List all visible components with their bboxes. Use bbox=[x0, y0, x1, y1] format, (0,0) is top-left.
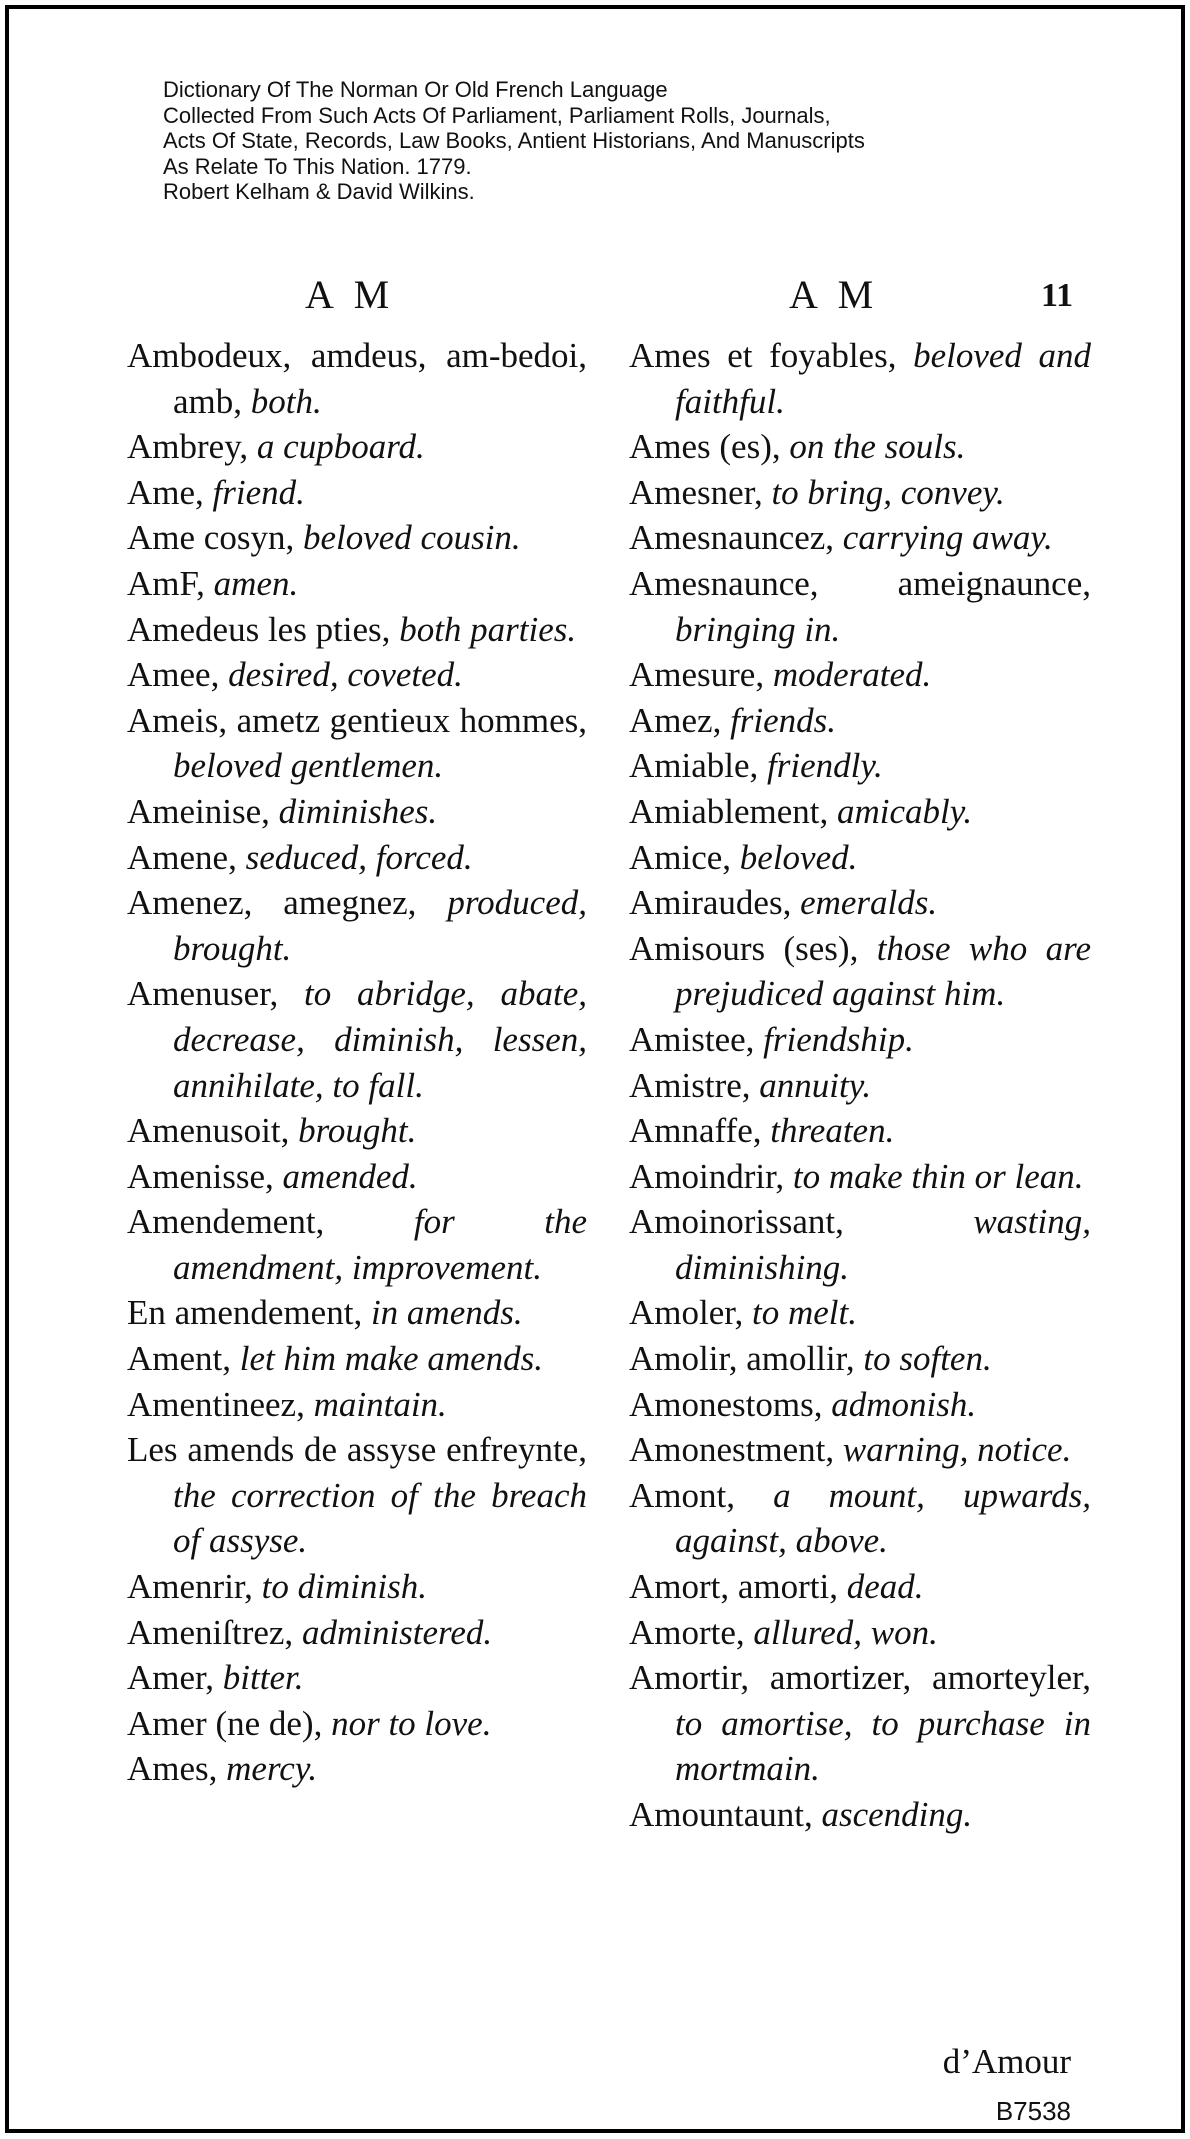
entry-headword: En amendement, bbox=[127, 1293, 363, 1333]
entry-headword: Amonestoms, bbox=[629, 1384, 823, 1424]
entry-headword: Amnaffe, bbox=[629, 1111, 762, 1151]
dictionary-entry bbox=[629, 424, 1091, 470]
entry-definition: dead. bbox=[846, 1567, 924, 1607]
entry-headword: Ames, bbox=[127, 1749, 218, 1789]
entry-headword: Amene, bbox=[127, 837, 237, 877]
entry-headword: Amisours (ses), bbox=[629, 928, 859, 968]
dictionary-entry bbox=[127, 1336, 587, 1382]
page-number: 11 bbox=[1041, 277, 1074, 314]
entry-headword: Amee, bbox=[127, 655, 220, 695]
dictionary-entry bbox=[629, 1382, 1091, 1428]
entry-definition: both parties. bbox=[399, 609, 577, 649]
dictionary-entry bbox=[127, 1199, 587, 1290]
entry-headword: Ames (es), bbox=[629, 427, 781, 467]
entry-definition: moderated. bbox=[772, 655, 932, 695]
entry-headword: Amer (ne de), bbox=[127, 1703, 323, 1743]
entry-headword: Ame, bbox=[127, 472, 204, 512]
right-column bbox=[629, 333, 1091, 1838]
entry-headword: Amez, bbox=[629, 700, 722, 740]
entry-definition: to melt. bbox=[752, 1293, 857, 1333]
dictionary-entry bbox=[127, 607, 587, 653]
entry-definition: friend. bbox=[212, 472, 305, 512]
entry-definition: a mount, upwards, against, above. bbox=[675, 1475, 1091, 1561]
dictionary-entry bbox=[127, 789, 587, 835]
entry-definition: administered. bbox=[301, 1612, 493, 1652]
entry-headword: Ambrey, bbox=[127, 427, 249, 467]
entry-definition: beloved gentlemen. bbox=[173, 746, 444, 786]
entry-definition: nor to love. bbox=[331, 1703, 492, 1743]
entry-definition: to abridge, abate, decrease, diminish, lessen, annihilate, to fall. bbox=[173, 974, 587, 1105]
entry-headword: Amiablement, bbox=[629, 791, 829, 831]
dictionary-entry bbox=[629, 1336, 1091, 1382]
entry-definition: brought. bbox=[298, 1111, 417, 1151]
entry-headword: Amenusoit, bbox=[127, 1111, 290, 1151]
dictionary-entry bbox=[629, 652, 1091, 698]
dictionary-entry bbox=[127, 1746, 587, 1792]
dictionary-entry bbox=[127, 1154, 587, 1200]
dictionary-entry bbox=[629, 1655, 1091, 1792]
dictionary-entry bbox=[629, 1610, 1091, 1656]
dictionary-entry bbox=[127, 333, 587, 424]
entry-definition: friendship. bbox=[763, 1019, 914, 1059]
entry-headword: Amice, bbox=[629, 837, 732, 877]
entry-headword: Amolir, amollir, bbox=[629, 1339, 855, 1379]
entry-headword: Amendement, bbox=[127, 1202, 325, 1242]
entry-headword: Amesner, bbox=[629, 472, 763, 512]
dictionary-entry bbox=[629, 1063, 1091, 1109]
dictionary-entry bbox=[127, 971, 587, 1108]
entry-definition: to diminish. bbox=[261, 1567, 427, 1607]
entry-headword: Amenrir, bbox=[127, 1567, 253, 1607]
entry-headword: Amenez, amegnez, bbox=[127, 883, 417, 923]
entry-headword: Amort, amorti, bbox=[629, 1567, 838, 1607]
entry-headword: Amesnauncez, bbox=[629, 518, 835, 558]
entry-headword: Amenuser, bbox=[127, 974, 279, 1014]
dictionary-entry bbox=[629, 333, 1091, 424]
header-line: Acts Of State, Records, Law Books, Antient Historians, And Manuscripts bbox=[163, 128, 865, 153]
entry-headword: Amesnaunce, ameignaunce, bbox=[629, 563, 1091, 603]
entry-definition: to amortise, to purchase in mortmain. bbox=[675, 1703, 1091, 1789]
entry-definition: to soften. bbox=[863, 1339, 992, 1379]
page-frame bbox=[5, 5, 1185, 2133]
entry-headword: Amountaunt, bbox=[629, 1795, 813, 1834]
entry-headword: Ameis, ametz gentieux hommes, bbox=[127, 700, 587, 740]
entry-definition: wasting, diminishing. bbox=[675, 1202, 1091, 1287]
dictionary-entry bbox=[629, 1290, 1091, 1336]
entry-definition: friends. bbox=[730, 700, 837, 740]
entry-definition: ascending. bbox=[821, 1795, 973, 1834]
dictionary-entry bbox=[629, 743, 1091, 789]
dictionary-entry bbox=[127, 1427, 587, 1564]
dictionary-entry bbox=[127, 880, 587, 971]
entry-definition: bringing in. bbox=[675, 609, 841, 649]
entry-headword: Ames et foyables, bbox=[629, 336, 897, 375]
entry-definition: the correction of the breach of assyse. bbox=[173, 1475, 587, 1561]
header-line: Robert Kelham & David Wilkins. bbox=[163, 179, 475, 204]
catalog-header bbox=[163, 77, 865, 205]
entry-headword: Amoindrir, bbox=[629, 1156, 785, 1196]
entry-headword: Amenisse, bbox=[127, 1156, 274, 1196]
entry-definition: in amends. bbox=[370, 1293, 523, 1333]
entry-headword: Amentineez, bbox=[127, 1384, 305, 1424]
entry-definition: those who are prejudiced against him. bbox=[675, 928, 1091, 1014]
entry-definition: beloved cousin. bbox=[302, 518, 521, 558]
entry-definition: annuity. bbox=[759, 1065, 872, 1105]
entry-definition: threaten. bbox=[770, 1111, 895, 1151]
dictionary-entry bbox=[127, 1108, 587, 1154]
dictionary-entry bbox=[629, 1473, 1091, 1564]
entry-headword: Amortir, amortizer, amorteyler, bbox=[629, 1658, 1091, 1698]
entry-headword: Ament, bbox=[127, 1339, 232, 1379]
dictionary-entry bbox=[127, 424, 587, 470]
dictionary-entry bbox=[127, 470, 587, 516]
dictionary-entry bbox=[127, 835, 587, 881]
dictionary-entry bbox=[629, 880, 1091, 926]
entry-definition: beloved and faithful. bbox=[675, 336, 1091, 421]
dictionary-entry bbox=[127, 652, 587, 698]
dictionary-entry bbox=[629, 1108, 1091, 1154]
entry-headword: Amiable, bbox=[629, 746, 759, 786]
dictionary-entry bbox=[629, 470, 1091, 516]
dictionary-entry bbox=[629, 789, 1091, 835]
entry-definition: diminishes. bbox=[278, 791, 438, 831]
left-column bbox=[127, 333, 587, 1792]
entry-definition: to bring, convey. bbox=[771, 472, 1005, 512]
entry-definition: admonish. bbox=[831, 1384, 977, 1424]
entry-headword: Ame cosyn, bbox=[127, 518, 295, 558]
dictionary-entry bbox=[127, 1610, 587, 1656]
dictionary-entry bbox=[127, 1701, 587, 1747]
running-head-left: A M bbox=[305, 272, 396, 317]
dictionary-entry bbox=[127, 1655, 587, 1701]
entry-definition: desired, coveted. bbox=[228, 655, 463, 695]
entry-headword: Amer, bbox=[127, 1658, 215, 1698]
running-head-right: A M bbox=[789, 272, 880, 317]
entry-definition: bitter. bbox=[222, 1658, 304, 1698]
entry-headword: Amedeus les pties, bbox=[127, 609, 391, 649]
dictionary-entry bbox=[629, 1427, 1091, 1473]
dictionary-entry bbox=[127, 515, 587, 561]
dictionary-entry bbox=[127, 1382, 587, 1428]
dictionary-entry bbox=[629, 561, 1091, 652]
header-line: Collected From Such Acts Of Parliament, Parliament Rolls, Journals, bbox=[163, 102, 831, 128]
entry-headword: Amoler, bbox=[629, 1293, 744, 1333]
entry-headword: Ameinise, bbox=[127, 791, 270, 831]
entry-headword: Amoinorissant, bbox=[629, 1202, 844, 1242]
entry-definition: warning, notice. bbox=[842, 1430, 1072, 1470]
entry-headword: Amorte, bbox=[629, 1612, 745, 1652]
entry-definition: to make thin or lean. bbox=[792, 1156, 1084, 1196]
entry-definition: a cupboard. bbox=[256, 427, 425, 467]
entry-definition: for the amendment, improvement. bbox=[173, 1202, 588, 1287]
entry-headword: Amistee, bbox=[629, 1019, 755, 1059]
entry-definition: both. bbox=[250, 381, 322, 421]
entry-headword: AmF, bbox=[127, 563, 205, 603]
entry-headword: Ameniſtrez, bbox=[127, 1612, 294, 1652]
dictionary-entry bbox=[629, 1792, 1091, 1838]
entry-definition: amended. bbox=[282, 1156, 418, 1196]
entry-definition: carrying away. bbox=[842, 518, 1053, 558]
dictionary-entry bbox=[127, 1564, 587, 1610]
dictionary-entry bbox=[127, 561, 587, 607]
entry-definition: mercy. bbox=[226, 1749, 318, 1789]
entry-definition: produced, brought. bbox=[173, 883, 587, 968]
entry-definition: emeralds. bbox=[800, 883, 938, 923]
entry-definition: amen. bbox=[213, 563, 299, 603]
entry-definition: seduced, forced. bbox=[245, 837, 473, 877]
entry-definition: beloved. bbox=[739, 837, 858, 877]
dictionary-entry bbox=[127, 698, 587, 789]
entry-headword: Amiraudes, bbox=[629, 883, 792, 923]
dictionary-entry bbox=[629, 1154, 1091, 1200]
entry-headword: Amesure, bbox=[629, 655, 765, 695]
catchword: d’Amour bbox=[942, 2042, 1071, 2081]
header-line: Dictionary Of The Norman Or Old French Language bbox=[163, 77, 668, 102]
entry-definition: maintain. bbox=[313, 1384, 447, 1424]
shelfmark: B7538 bbox=[995, 2096, 1071, 2126]
dictionary-entry bbox=[629, 1564, 1091, 1610]
header-line: As Relate To This Nation. 1779. bbox=[163, 153, 472, 179]
dictionary-entry bbox=[629, 926, 1091, 1017]
entry-headword: Amistre, bbox=[629, 1065, 751, 1105]
entry-definition: amicably. bbox=[837, 791, 973, 831]
entry-headword: Les amends de assyse enfreynte, bbox=[127, 1430, 587, 1470]
entry-definition: allured, won. bbox=[753, 1612, 938, 1652]
entry-definition: friendly. bbox=[767, 746, 883, 786]
entry-headword: Amonestment, bbox=[629, 1430, 835, 1470]
dictionary-entry bbox=[629, 1017, 1091, 1063]
entry-definition: on the souls. bbox=[789, 427, 966, 467]
dictionary-entry bbox=[629, 698, 1091, 744]
dictionary-entry bbox=[629, 835, 1091, 881]
dictionary-entry bbox=[629, 1199, 1091, 1290]
entry-headword: Ambodeux, amdeus, am-bedoi, amb, bbox=[127, 336, 587, 421]
dictionary-entry bbox=[629, 515, 1091, 561]
entry-headword: Amont, bbox=[629, 1475, 735, 1515]
dictionary-entry bbox=[127, 1290, 587, 1336]
entry-definition: let him make amends. bbox=[239, 1339, 544, 1379]
